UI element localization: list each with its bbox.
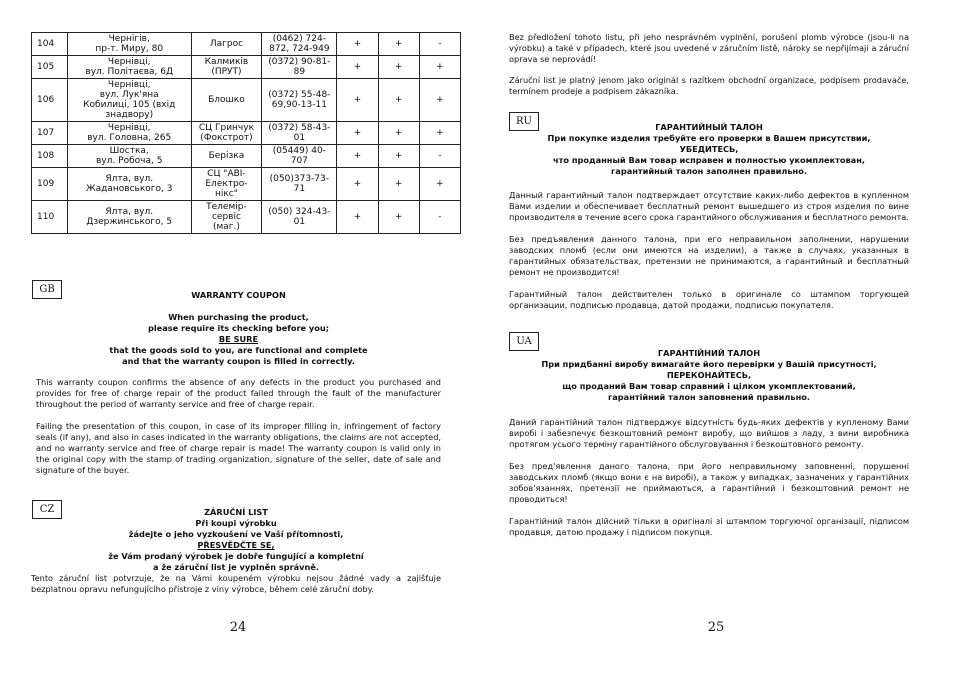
table-cell: + — [337, 168, 378, 201]
table-cell: + — [337, 33, 378, 56]
table-cell: + — [378, 168, 419, 201]
cz-para1: Tento záruční list potvrzuje, že na Vámi koupeném výrobku nejsou žádné vady a zajišťuje bezplatnou opravu nefungujícího přístroje z viny výrobce, během celé záruční doby. — [31, 573, 441, 594]
ua-line4: гарантійний талон заповнений правильно. — [608, 392, 810, 402]
ua-title: ГАРАНТІЙНИЙ ТАЛОН — [657, 348, 761, 358]
table-cell: Лагрос — [191, 33, 262, 56]
page-number-right: 25 — [707, 620, 725, 635]
cz-line5: a že záruční list je vyplněn správně. — [152, 562, 320, 572]
gb-para2: Failing the presentation of this coupon, in case of its improper filling in, infringement of factory seals (if any), and also in cases indicated in the warranty obligations, the claims are not accepted, and no warranty service and free of charge repair is made! The warranty coupon is valid only in the original copy with the stamp of trading organization, signature of the seller, date of sale and signature of the buyer. — [36, 421, 441, 475]
table-cell: 110 — [32, 201, 68, 234]
ua-para1: Даний гарантійний талон підтверджує відсутність будь-яких дефектів у купленому Вами виробі і забезпечує безкоштовний ремонт виробу, що вийшов з ладу, з вини виробника протягом усього терміну гарантійного обслуговування і безкоштовного ремонту. — [509, 417, 909, 449]
table-cell: - — [419, 145, 460, 168]
table-cell: + — [419, 79, 460, 122]
ua-section — [509, 348, 909, 538]
ru-section — [509, 122, 909, 311]
service-center-table — [31, 32, 461, 234]
cz-line4: že Vám prodaný výrobek je dobře fungující a kompletní — [108, 551, 364, 561]
table-cell: Чернігів, пр-т. Миру, 80 — [67, 33, 191, 56]
ua-para3: Гарантійний талон дійсний тільки в оригіналі зі штампом торгуючої організації, підписом продавця, датою продажу і підписом покупця. — [509, 516, 909, 537]
gb-line1: When purchasing the product, — [168, 312, 309, 322]
table-cell: + — [337, 145, 378, 168]
table-cell: (0372) 90-81- 89 — [262, 56, 337, 79]
table-row — [32, 56, 461, 79]
gb-line4: that the goods sold to you, are functional and complete — [109, 345, 368, 355]
cz-line1: Při koupi výrobku — [195, 518, 277, 528]
table-cell: + — [419, 168, 460, 201]
gb-line2: please require its checking before you; — [148, 323, 329, 333]
gb-section — [36, 290, 441, 476]
ru-line4: гарантийный талон заполнен правильно. — [611, 166, 807, 176]
cz-para2: Bez předložení tohoto listu, při jeho nesprávném vyplnění, porušení plomb výrobce (jsou-li na výrobku) a také v případech, které jsou uvedené v záručním listě, nároky se nepřijímají a záruční oprava se neprovádí! — [509, 32, 909, 64]
table-cell: Шостка, вул. Робоча, 5 — [67, 145, 191, 168]
lang-label-ua: UA — [509, 332, 539, 351]
cz-section — [31, 507, 441, 595]
cz-continuation — [509, 32, 909, 97]
cz-line3: PŘESVĚDČTE SE, — [197, 540, 275, 550]
ru-para1: Данный гарантийный талон подтверждает отсутствие каких-либо дефектов в купленном Вами изделии и обеспечивает бесплатный ремонт вышедшего из строя изделия по вине производителя в течение всего срока гарантийного обслуживания и бесплатного ремонта. — [509, 190, 909, 222]
table-cell: + — [337, 79, 378, 122]
gb-line3: BE SURE — [218, 334, 259, 344]
table-cell: 105 — [32, 56, 68, 79]
table-cell: Ялта, вул. Дзержинського, 5 — [67, 201, 191, 234]
lang-label-cz: CZ — [32, 500, 62, 519]
ua-para2: Без пред'явлення даного талона, при його неправильному заповненні, порушенні заводських пломб (якщо вони є на виробі), а також у випадках, зазначених у гарантійних зобов'язаннях, претензії не приймаються, а гарантійний і безкоштовний ремонт не проводиться! — [509, 461, 909, 504]
table-cell: Калмиків (ПРУТ) — [191, 56, 262, 79]
table-cell: Блошко — [191, 79, 262, 122]
table-cell: + — [378, 145, 419, 168]
table-cell: (0372) 55-48- 69,90-13-11 — [262, 79, 337, 122]
ru-line2: УБЕДИТЕСЬ, — [679, 144, 739, 154]
cz-line2: žádejte o jeho vyzkoušení ve Vaší přítomnosti, — [128, 529, 344, 539]
table-cell: - — [419, 33, 460, 56]
gb-title: WARRANTY COUPON — [191, 290, 286, 300]
table-cell: Чернівці, вул. Політаєва, 6Д — [67, 56, 191, 79]
ua-line3: що проданий Вам товар справний і цілком укомплектований, — [562, 381, 856, 391]
page-number-left: 24 — [229, 620, 247, 635]
table-cell: + — [337, 122, 378, 145]
table-cell: 108 — [32, 145, 68, 168]
table-cell: + — [419, 122, 460, 145]
table-cell: 104 — [32, 33, 68, 56]
table-cell: + — [419, 56, 460, 79]
table-cell: 106 — [32, 79, 68, 122]
table-cell: (050) 324-43- 01 — [262, 201, 337, 234]
table-cell: Телемір- сервіс (маг.) — [191, 201, 262, 234]
table-row — [32, 145, 461, 168]
table-cell: + — [337, 56, 378, 79]
gb-para1: This warranty coupon confirms the absence of any defects in the product you purchased and provides for free of charge repair of the product failed through the fault of the manufacturer throughout the period of warranty service and free of charge repair. — [36, 377, 441, 409]
table-cell: + — [378, 33, 419, 56]
table-row — [32, 168, 461, 201]
table-cell: + — [378, 79, 419, 122]
cz-para3: Záruční list je platný jenom jako originál s razítkem obchodní organizace, podpisem prodavače, termínem prodeje a podpisem zákazníka. — [509, 75, 909, 96]
table-cell: 107 — [32, 122, 68, 145]
table-cell: Чернівці, вул. Головна, 265 — [67, 122, 191, 145]
table-cell: Чернівці, вул. Лук'яна Кобилиці, 105 (вхід знадвору) — [67, 79, 191, 122]
ru-para3: Гарантийный талон действителен только в оригинале со штампом торгующей организации, подписью продавца, датой продажи, подписью покупателя. — [509, 289, 909, 310]
table-cell: (0372) 58-43- 01 — [262, 122, 337, 145]
lang-label-gb: GB — [32, 280, 62, 299]
table-cell: + — [378, 122, 419, 145]
table-cell: 109 — [32, 168, 68, 201]
ua-line2: ПЕРЕКОНАЙТЕСЬ, — [666, 370, 752, 380]
table-cell: (0462) 724- 872, 724-949 — [262, 33, 337, 56]
ru-line3: что проданный Вам товар исправен и полностью укомплектован, — [553, 155, 865, 165]
table-cell: + — [378, 56, 419, 79]
table-cell: - — [419, 201, 460, 234]
ru-para2: Без предъявления данного талона, при его неправильном заполнении, нарушении заводских пломб (если они имеются на изделии), а также в случаях, указанных в гарантийных обязательствах, претензии не принимаются, а гарантийный и бесплатный ремонт не производится! — [509, 234, 909, 277]
gb-line5: and that the warranty coupon is filled in correctly. — [122, 356, 355, 366]
table-cell: СЦ "АВІ- Електро- нікс" — [191, 168, 262, 201]
table-cell: (05449) 40- 707 — [262, 145, 337, 168]
ua-line1: При придбанні виробу вимагайте його перевірки у Вашій присутності, — [541, 359, 877, 369]
lang-label-ru: RU — [509, 112, 539, 131]
ru-title: ГАРАНТИЙНЫЙ ТАЛОН — [655, 122, 763, 132]
table-cell: Ялта, вул. Жадановського, 3 — [67, 168, 191, 201]
right-page — [477, 0, 954, 675]
table-row — [32, 201, 461, 234]
table-cell: Берізка — [191, 145, 262, 168]
table-row — [32, 79, 461, 122]
table-row — [32, 33, 461, 56]
table-row — [32, 122, 461, 145]
table-cell: СЦ Гринчук (Фокстрот) — [191, 122, 262, 145]
table-cell: + — [378, 201, 419, 234]
cz-title: ZÁRUČNÍ LIST — [204, 507, 268, 517]
table-cell: + — [337, 201, 378, 234]
ru-line1: При покупке изделия требуйте его проверки в Вашем присутствии, — [547, 133, 871, 143]
table-cell: (050)373-73- 71 — [262, 168, 337, 201]
